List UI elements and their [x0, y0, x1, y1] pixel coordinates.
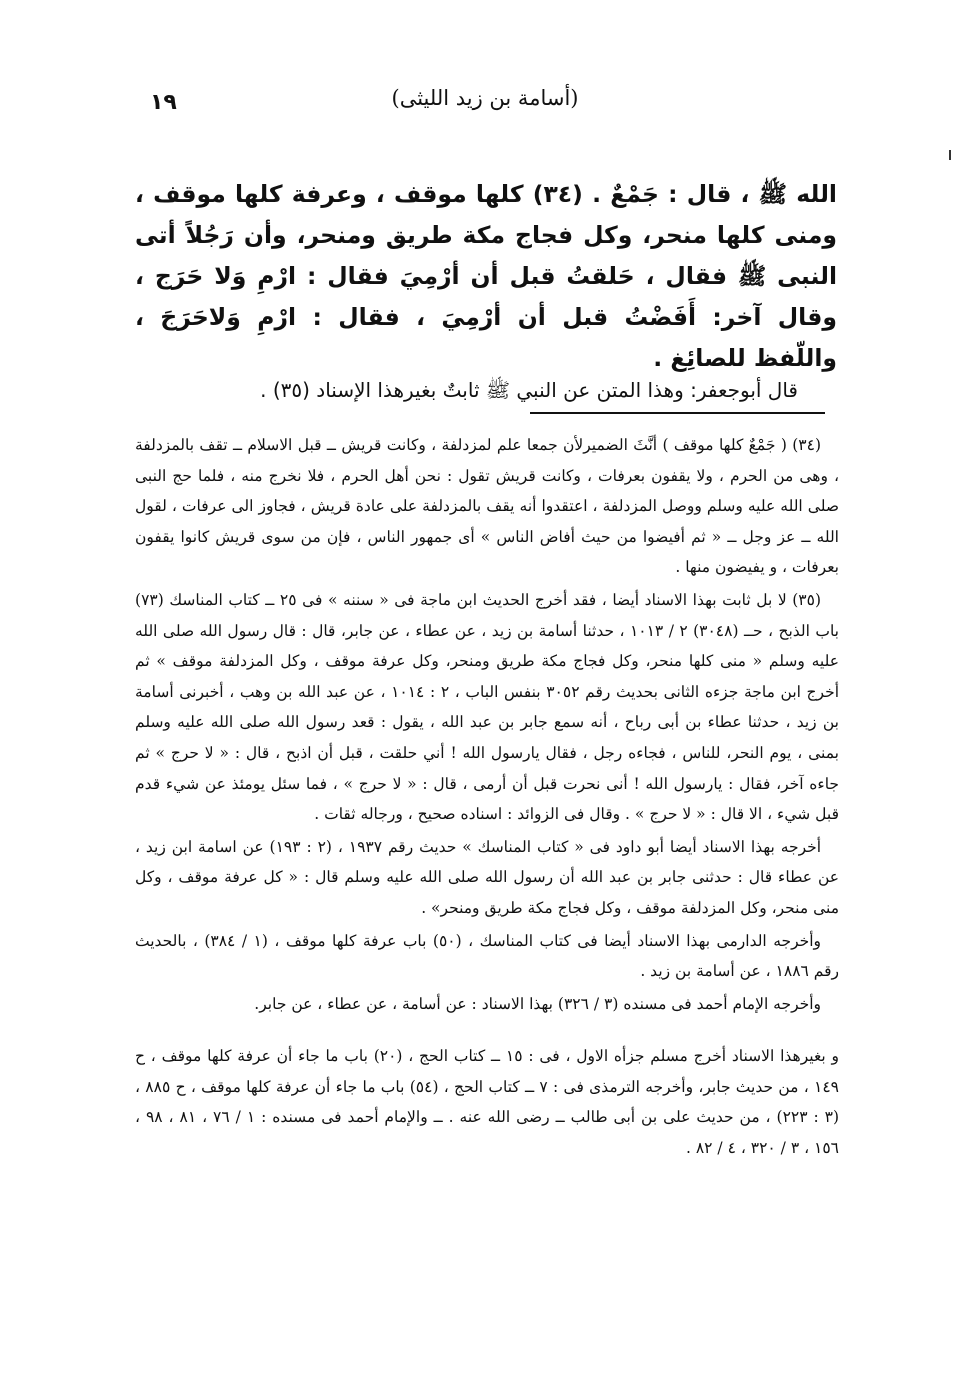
main-hadith-text: الله ﷺ ، قال : جَمْعٌ . (٣٤) كلها موقف ، وعرفة كلها موقف ، ومنى كلها منحر، وكل فجاج مكة طريق ومنحر، وأن رَجُلاً أتى النبى ﷺ فقال ، حَلقتُ قبل أن أرْمِيَ فقال : ارْمِ وَلا حَرَج ، وقال آخر: أَفَضْتُ قبل أن أرْمِيَ ، فقال : ارْمِ وَلاحَرَجَ ، واللّفظ للصائِغ . — [135, 179, 837, 372]
author-note: قال أبوجعفر: وهذا المتن عن النبي ﷺ ثابتٌ بغيرهذا الإسناد (٣٥) . — [260, 378, 798, 402]
footnotes — [135, 430, 839, 1166]
page-number: ١٩ — [150, 90, 177, 115]
footnote-34: (٣٤) ( جَمْعٌ كلها موقف ) أنَّثَ الضميرلأن جمعا علم لمزدلفة ، وكانت قريش ــ قبل الاسلام ــ تقف بالمزدلفة ، وهى من الحرم ، ولا يقفون بعرفات ، وكانت قريش تقول : نحن أهل الحرم ، فلا نخرج منه ، فلما حج النبى صلى الله عليه وسلم ووصل المزدلفة ، اعتقدوا أنه يقف بالمزدلفة على عادة قريش ، فجاوز الى عرفات ، لقول الله ــ عز وجل ــ « ثم أفيضوا من حيث أفاض الناس » أى جمهور الناس ، فإن من سوى قريش كانوا يقفون بعرفات ، و يفيضون منها . — [135, 436, 839, 577]
header-title: (أسامة بن زيد الليثى) — [391, 86, 579, 110]
margin-mark — [949, 150, 951, 160]
footnote-35: (٣٥) لا بل ثابت بهذا الاسناد أيضا ، فقد أخرج الحديث ابن ماجة فى « سننه » فى ٢٥ ــ كتاب المناسك (٧٣) باب الذبح ، حــ (٣٠٤٨) ٢ / ١٠١٣ ، حدثنا أسامة بن زيد ، عن عطاء ، عن جابر، قال : قال رسول الله صلى الله عليه وسلم « منى كلها منحر، وكل فجاج مكة طريق ومنحر، وكل عرفة موقف ، وكل المزدلفة موقف » ثم أخرج ابن ماجة جزءه الثانى بحديث رقم ٣٠٥٢ بنفس الباب ، ٢ : ١٠١٤ ، عن عبد الله بن وهب ، أخبرنى أسامة بن زيد ، حدثنا عطاء بن أبى رباح ، أنه سمع جابر بن عبد الله ، يقول : قعد رسول الله صلى الله عليه وسلم بمنى ، يوم النحر، للناس ، فجاءه رجل ، فقال يارسول الله ! أني حلقت ، قبل أن اذبح ، قال : « لا حرج » ثم جاءه آخر، فقال : يارسول الله ! أنى نحرت قبل أن أرمى ، قال : « لا حرج » ، فما سئل يومئذ عن شيء قدم قبل شيء ، الا قال : « لا حرج » . وقال فى الزوائد : اسناده صحيح ، ورجاله ثقات . — [135, 590, 840, 824]
footnote-paragraph: أخرجه بهذا الاسناد أيضا أبو داود فى « كتاب المناسك » حديث رقم ١٩٣٧ ، (٢ : ١٩٣) عن اسامة ابن زيد ، عن عطاء قال : حدثنى جابر بن عبد الله أن رسول الله صلى الله عليه وسلم قال : « كل عرفة موقف ، وكل منى منحر، وكل المزدلفة موقف ، وكل فجاج مكة طريق ومنحر» . — [135, 837, 839, 917]
running-header — [140, 86, 830, 126]
footnote-paragraph: و بغيرهذا الاسناد أخرج مسلم جزأه الاول ، فى : ١٥ ــ كتاب الحج ، (٢٠) باب ما جاء أن عرفة كلها موقف ، ح ١٤٩ ، من حديث جابر، وأخرجه الترمذى فى : ٧ ــ كتاب الحج ، (٥٤) باب ما جاء أن عرفة كلها موقف ، ح ٨٨٥ ، (٣ : ٢٢٣) ، من حديث على بن أبى طالب ــ رضى الله عنه . ــ والإمام أحمد فى مسنده : ١ / ٧٦ ، ٨١ ، ٩٨ ، ١٥٦ ، ٣ / ٣٢٠ ، ٤ / ٨٢ . — [135, 1047, 840, 1158]
footnote-paragraph: وأخرجه الإمام أحمد فى مسنده (٣ / ٣٢٦) بهذا الاسناد : عن أسامة ، عن عطاء ، عن جابر. — [254, 994, 821, 1013]
footnote-paragraph: وأخرجه الدارمى بهذا الاسناد أيضا فى كتاب المناسك ، (٥٠) باب عرفة كلها موقف ، (١ / ٣٨٤) ، بالحديث رقم ١٨٨٦ ، عن أسامة بن زيد . — [135, 931, 839, 981]
footnote-separator — [530, 412, 825, 414]
